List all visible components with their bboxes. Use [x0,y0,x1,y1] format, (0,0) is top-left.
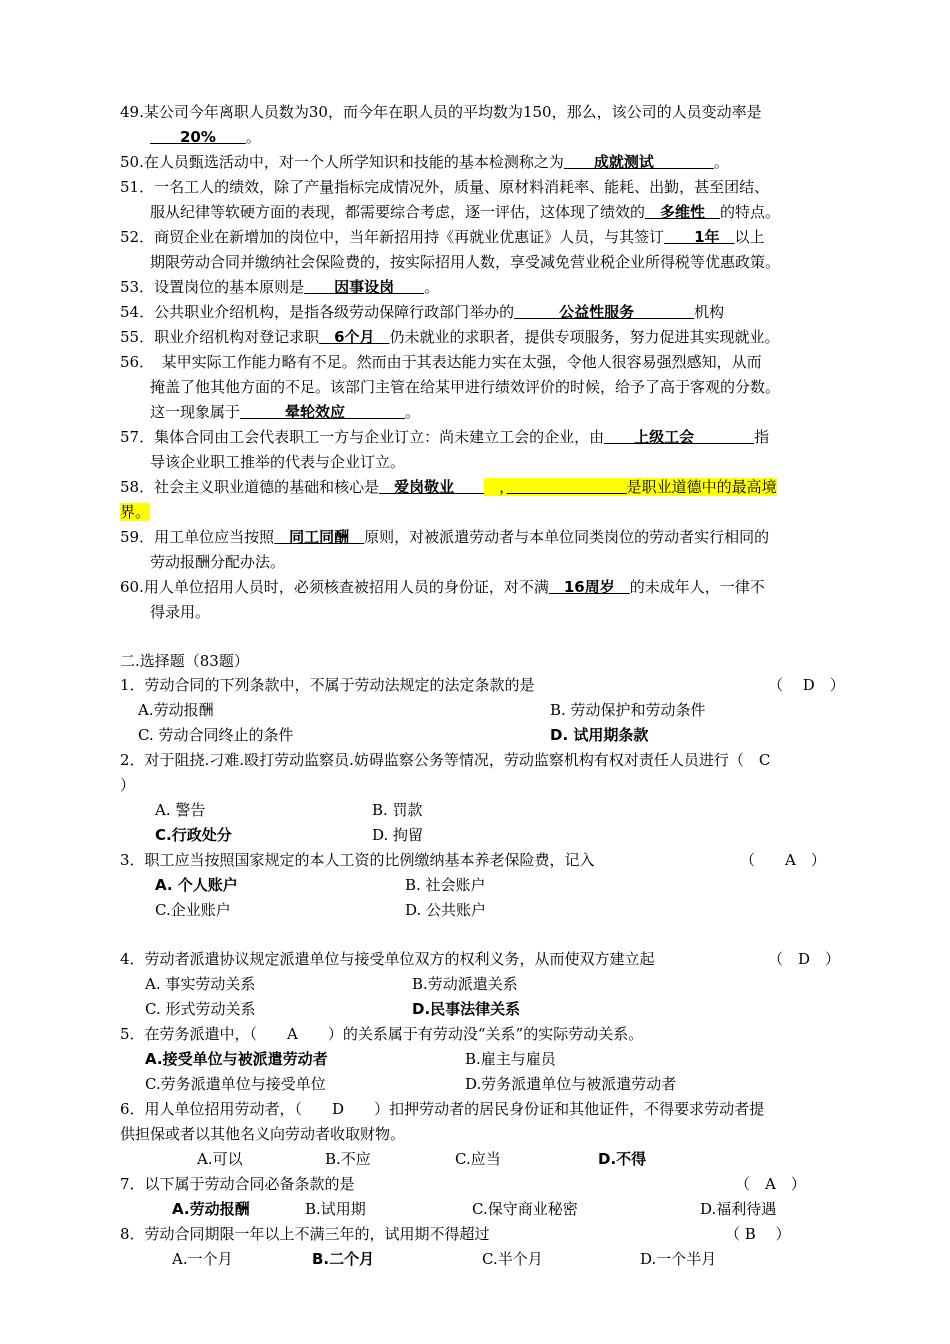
option-b: B.雇主与雇员 [465,1050,556,1068]
answer-blank: 因事设岗 [304,278,425,296]
choice-question-6: 6．用人单位招用劳动者，（ D ）扣押劳动者的居民身份证和其他证件，不得要求劳动者提 [120,1100,765,1118]
question-59: 59．用工单位应当按照 同工同酬 原则，对被派遣劳动者与本单位同类岗位的劳动者实行相同的 [120,528,770,546]
option-b: B.劳动派遣关系 [412,975,518,993]
answer-blank: 同工同酬 [274,528,365,546]
question-49: 49.某公司今年离职人员数为30，而今年在职人员的平均数为150，那么，该公司的人员变动率是 [120,103,762,121]
choice-question-2-line2: ） [120,776,136,794]
question-54: 54．公共职业介绍机构，是指各级劳动保障行政部门举办的 公益性服务 机构 [120,303,725,321]
option-c: C.半个月 [482,1250,543,1268]
option-b: B. 社会账户 [405,876,486,894]
question-60-line2: 得录用。 [150,603,211,621]
answer-blank: 晕轮效应 [240,403,406,421]
choice-question-3: 3．职工应当按照国家规定的本人工资的比例缴纳基本养老保险费，记入 [120,851,595,869]
answer-paren: （ D ） [768,950,841,968]
question-58: 58．社会主义职业道德的基础和核心是 爱岗敬业 ， 是职业道德中的最高境 [120,478,777,496]
option-a: A.一个月 [172,1250,233,1268]
question-50: 50.在人员甄选活动中，对一个人所学知识和技能的基本检测称之为 成就测试 。 [120,153,729,171]
option-d: D. 拘留 [372,826,424,844]
answer-blank: 1年 [664,228,735,246]
option-d-correct: D.民事法律关系 [412,1000,521,1018]
option-d: D.劳务派遣单位与被派遣劳动者 [465,1075,677,1093]
option-a-correct: A. 个人账户 [155,876,238,894]
option-a-correct: A.劳动报酬 [172,1200,250,1218]
option-a-correct: A.接受单位与被派遣劳动者 [145,1050,328,1068]
answer-blank: 成就测试 [563,153,714,171]
option-d-correct: D. 试用期条款 [550,726,649,744]
question-52-line2: 期限劳动合同并缴纳社会保险费的，按实际招用人数，享受减免营业税企业所得税等优惠政策。 [150,253,781,271]
answer-blank: 爱岗敬业 [379,478,485,496]
question-56-line3: 这一现象属于 晕轮效应 。 [150,403,421,421]
question-52: 52．商贸企业在新增加的岗位中，当年新招用持《再就业优惠证》人员，与其签订 1年 以上 [120,228,765,246]
question-49-answer-line: 20% 。 [150,128,261,146]
section-title: 二.选择题（83题） [120,652,249,670]
question-51-line2: 服从纪律等软硬方面的表现，都需要综合考虑，逐一评估，这体现了绩效的 多维性 的特点。 [150,203,781,221]
highlighted-text: ， 是职业道德中的最高境 [484,478,777,496]
choice-question-6-line2: 供担保或者以其他名义向劳动者收取财物。 [120,1125,406,1143]
option-a: A.可以 [197,1150,243,1168]
option-a: A. 事实劳动关系 [145,975,256,993]
question-57: 57．集体合同由工会代表职工一方与企业订立：尚未建立工会的企业，由 上级工会 指 [120,428,770,446]
option-b: B. 罚款 [372,801,423,819]
answer-blank: 20% [150,128,246,146]
choice-question-2: 2．对于阻挠.刁难.殴打劳动监察员.妨碍监察公务等情况，劳动监察机构有权对责任人员进行（ C [120,751,771,769]
option-d: D.一个半月 [640,1250,717,1268]
option-b-correct: B.二个月 [312,1250,375,1268]
option-d-correct: D.不得 [598,1150,647,1168]
question-58-line2: 界。 [120,503,151,521]
answer-paren: （ D ） [768,676,845,694]
choice-question-5: 5．在劳务派遣中，（ A ）的关系属于有劳动没“关系”的实际劳动关系。 [120,1025,644,1043]
option-c: C. 形式劳动关系 [145,1000,256,1018]
option-d: D. 公共账户 [405,901,487,919]
option-c: C.劳务派遣单位与接受单位 [145,1075,326,1093]
answer-paren: （ B ） [725,1225,791,1243]
choice-question-1: 1．劳动合同的下列条款中，不属于劳动法规定的法定条款的是 [120,676,535,694]
answer-blank: 6个月 [319,328,390,346]
question-57-line2: 导该企业职工推举的代表与企业订立。 [150,453,406,471]
choice-question-8: 8．劳动合同期限一年以上不满三年的，试用期不得超过 [120,1225,490,1243]
answer-blank: 公益性服务 [514,303,695,321]
choice-question-7: 7．以下属于劳动合同必备条款的是 [120,1175,355,1193]
option-d: D.福利待遇 [700,1200,777,1218]
option-b: B.不应 [325,1150,371,1168]
answer-paren: （ A ） [740,851,826,869]
question-60: 60.用人单位招用人员时，必须核查被招用人员的身份证，对不满 16周岁 的未成年人，一律不 [120,578,765,596]
answer-blank-empty [507,478,627,496]
question-56-line2: 掩盖了他其他方面的不足。该部门主管在给某甲进行绩效评价的时候，给予了高于客观的分数。 [150,378,781,396]
option-c: C. 劳动合同终止的条件 [138,726,294,744]
option-c: C.应当 [455,1150,501,1168]
option-c: C.企业账户 [155,901,231,919]
answer-paren: （ A ） [735,1175,806,1193]
answer-blank: 上级工会 [604,428,755,446]
choice-question-4: 4．劳动者派遣协议规定派遣单位与接受单位双方的权利义务，从而使双方建立起 [120,950,655,968]
option-c: C.保守商业秘密 [472,1200,578,1218]
question-51: 51．一名工人的绩效，除了产量指标完成情况外，质量、原材料消耗率、能耗、出勤，甚至团结、 [120,178,770,196]
option-c-correct: C.行政处分 [155,826,232,844]
question-56: 56． 某甲实际工作能力略有不足。然而由于其表达能力实在太强，令他人很容易强烈感知，从而 [120,353,762,371]
option-a: A. 警告 [155,801,206,819]
answer-blank: 多维性 [645,203,721,221]
question-55: 55．职业介绍机构对登记求职 6个月 仍未就业的求职者，提供专项服务，努力促进其实现就业。 [120,328,780,346]
option-a: A.劳动报酬 [138,701,214,719]
option-b: B. 劳动保护和劳动条件 [550,701,706,719]
question-59-line2: 劳动报酬分配办法。 [150,553,286,571]
question-53: 53．设置岗位的基本原则是 因事设岗 。 [120,278,440,296]
option-b: B.试用期 [305,1200,366,1218]
answer-blank: 16周岁 [548,578,630,596]
